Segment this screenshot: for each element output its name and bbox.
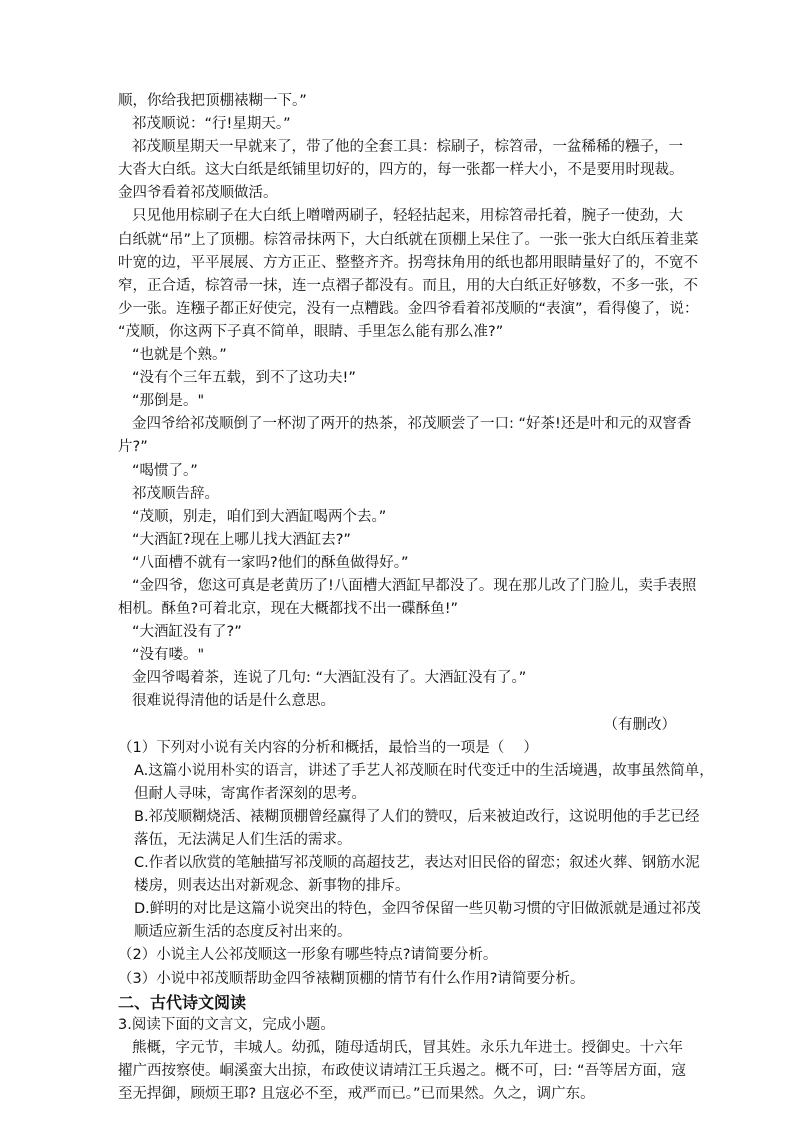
text-line: 楼房，则表达出对新观念、新事物的排斥。	[134, 878, 410, 895]
text-line: “茂顺，你这两下子真不简单，眼睛、手里怎么能有那么准?”	[118, 323, 504, 340]
text-line: 金四爷喝着茶，连说了几句: “大酒缸没有了。大酒缸没有了。”	[132, 670, 527, 687]
text-line: 金四爷看着祁茂顺做活。	[118, 185, 278, 202]
text-line: “没有个三年五载，到不了这功夫!”	[132, 370, 356, 387]
text-line: B.祁茂顺糊烧活、裱糊顶棚曾经赢得了人们的赞叹，后来被迫改行，这说明他的手艺已经	[134, 808, 700, 825]
text-line: 大沓大白纸。这大白纸是纸铺里切好的，四方的，每一张都一样大小，不是要用时现裁。	[118, 162, 684, 179]
text-line: 窄，正合适，棕笤帚一抹，连一点褶子都没有。而且，用的大白纸正好够数，不多一张，不	[118, 277, 698, 294]
text-line: 祁茂顺说：“行!星期天。”	[132, 116, 291, 133]
text-line: 熊概，字元节，丰城人。幼孤，随母适胡氏，冒其姓。永乐九年进士。授御史。十六年	[132, 1039, 683, 1056]
text-line: 擢广西按察使。峒溪蛮大出掠，布政使议请靖江王兵遏之。概不可，曰: “吾等居方面，寇	[118, 1062, 687, 1079]
text-line: “喝惯了。”	[132, 462, 198, 479]
text-line: 很难说得清他的话是什么意思。	[132, 693, 335, 710]
text-line: 白纸就“吊”上了顶棚。棕笤帚抹两下，大白纸就在顶棚上呆住了。一张一张大白纸压着韭菜	[118, 231, 699, 248]
text-line: （有删改）	[603, 716, 676, 733]
text-line: 祁茂顺告辞。	[132, 485, 219, 502]
text-line: 祁茂顺星期天一早就来了，带了他的全套工具：棕刷子，棕笤帚，一盆稀稀的糨子，一	[132, 139, 683, 156]
text-line: “茂顺，别走，咱们到大酒缸喝两个去。”	[132, 508, 387, 525]
section-heading: 二、古代诗文阅读	[118, 992, 247, 1012]
text-line: “也就是个熟。”	[132, 347, 227, 364]
text-line: 3.阅读下面的文言文，完成小题。	[118, 1016, 335, 1033]
text-line: 至无捍御，顾烦王耶? 且寇必不至，戒严而已。”已而果然。久之，调广东。	[118, 1085, 595, 1102]
text-line: 只见他用棕刷子在大白纸上噌噌两刷子，轻轻拈起来，用棕笤帚托着，腕子一使劲，大	[132, 208, 683, 225]
document-page	[118, 90, 714, 1106]
text-line: A.这篇小说用朴实的语言，讲述了手艺人祁茂顺在时代变迁中的生活境遇，故事虽然简单，	[134, 762, 714, 779]
text-line: 落伍，无法满足人们生活的需求。	[134, 832, 352, 848]
text-line: 顺适应新生活的态度反衬出来的。	[134, 924, 352, 941]
text-line: 顺，你给我把顶棚裱糊一下。”	[118, 93, 307, 109]
text-line: 叶宽的边，平平展展、方方正正、整整齐齐。拐弯抹角用的纸也都用眼睛量好了的，不宽不	[118, 254, 698, 271]
text-line: “大酒缸?现在上哪儿找大酒缸去?”	[132, 531, 351, 548]
text-line: C.作者以欣赏的笔触描写祁茂顺的高超技艺，表达对旧民俗的留恋；叙述火葬、钢筋水泥	[134, 855, 700, 872]
text-line: 相机。酥鱼?可着北京，现在大概都找不出一碟酥鱼!”	[118, 601, 459, 618]
text-line: “金四爷，您这可真是老黄历了!八面槽大酒缸早都没了。现在那儿改了门脸儿，卖手表照	[132, 577, 697, 594]
text-line: （3）小说中祁茂顺帮助金四爷裱糊顶棚的情节有什么作用?请简要分析。	[118, 970, 585, 987]
text-line: “大酒缸没有了?”	[132, 624, 242, 641]
text-line: “八面槽不就有一家吗?他们的酥鱼做得好。”	[132, 554, 409, 571]
text-line: 片?”	[118, 439, 148, 456]
text-line: 少一张。连糨子都正好使完，没有一点糟践。金四爷看着祁茂顺的“表演”，看得傻了，说：	[118, 300, 699, 317]
text-line: （1）下列对小说有关内容的分析和概括，最恰当的一项是（ ）	[118, 739, 538, 756]
text-line: 金四爷给祁茂顺倒了一杯沏了两开的热茶，祁茂顺尝了一口: “好茶!还是叶和元的双窨香	[132, 416, 692, 433]
text-line: “没有喽。"	[132, 647, 205, 664]
text-line: D.鲜明的对比是这篇小说突出的特色，金四爷保留一些贝勒习惯的守旧做派就是通过祁茂	[134, 901, 701, 918]
text-line: 但耐人寻味，寄寓作者深刻的思考。	[134, 785, 366, 802]
text-line: “那倒是。"	[132, 393, 205, 410]
text-line: （2）小说主人公祁茂顺这一形象有哪些特点?请简要分析。	[118, 947, 498, 964]
